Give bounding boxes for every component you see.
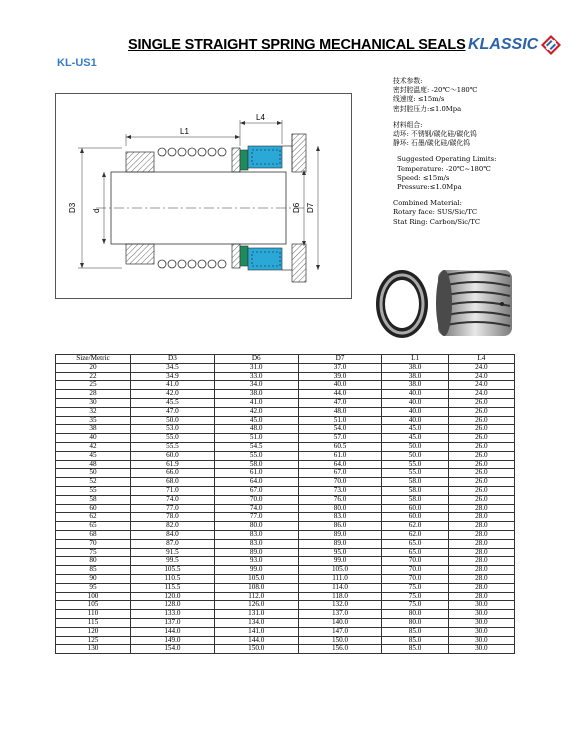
table-cell: 31.0 <box>214 363 298 372</box>
table-cell: 86.0 <box>298 522 382 531</box>
table-row <box>56 504 515 513</box>
table-cell: 24.0 <box>448 363 514 372</box>
table-cell: 28.0 <box>448 566 514 575</box>
table-cell: 58.0 <box>382 495 448 504</box>
table-cell: 61.0 <box>298 451 382 460</box>
table-row <box>56 627 515 636</box>
column-header: D7 <box>298 355 382 364</box>
table-row <box>56 557 515 566</box>
table-cell: 38 <box>56 425 131 434</box>
table-cell: 61.9 <box>131 460 215 469</box>
table-cell: 70 <box>56 539 131 548</box>
spec-en-materials-heading: Combined Material: <box>393 199 462 208</box>
table-cell: 78.0 <box>131 513 215 522</box>
table-cell: 60.0 <box>131 451 215 460</box>
table-cell: 58.0 <box>382 478 448 487</box>
table-cell: 70.0 <box>214 495 298 504</box>
table-cell: 62.0 <box>382 522 448 531</box>
table-cell: 26.0 <box>448 398 514 407</box>
table-cell: 30 <box>56 398 131 407</box>
table-cell: 26.0 <box>448 416 514 425</box>
table-cell: 48.0 <box>298 407 382 416</box>
table-cell: 44.0 <box>298 390 382 399</box>
table-cell: 40.0 <box>298 381 382 390</box>
table-cell: 28.0 <box>448 539 514 548</box>
table-cell: 45 <box>56 451 131 460</box>
table-cell: 28 <box>56 390 131 399</box>
table-row <box>56 451 515 460</box>
table-cell: 144.0 <box>131 627 215 636</box>
table-cell: 62.0 <box>382 530 448 539</box>
spec-block <box>393 77 496 227</box>
table-cell: 20 <box>56 363 131 372</box>
table-row <box>56 390 515 399</box>
table-row <box>56 398 515 407</box>
size-table <box>55 354 515 654</box>
table-cell: 66.0 <box>131 469 215 478</box>
table-cell: 53.0 <box>131 425 215 434</box>
table-cell: 149.0 <box>131 636 215 645</box>
table-cell: 137.0 <box>131 618 215 627</box>
column-header: Size/Metric <box>56 355 131 364</box>
product-photo <box>372 262 532 344</box>
table-cell: 28.0 <box>448 574 514 583</box>
table-cell: 128.0 <box>131 601 215 610</box>
table-cell: 45.0 <box>382 434 448 443</box>
table-cell: 38.0 <box>214 390 298 399</box>
table-row <box>56 363 515 372</box>
table-cell: 26.0 <box>448 460 514 469</box>
table-cell: 65 <box>56 522 131 531</box>
table-cell: 67.0 <box>298 469 382 478</box>
table-row <box>56 592 515 601</box>
brand-diamond-icon <box>541 35 561 55</box>
table-cell: 55.0 <box>214 451 298 460</box>
spec-cn-line: 密封腔温度: -20℃～180℃ <box>393 86 478 95</box>
table-row <box>56 478 515 487</box>
table-row <box>56 425 515 434</box>
table-cell: 34.5 <box>131 363 215 372</box>
table-cell: 30.0 <box>448 627 514 636</box>
column-header: D3 <box>131 355 215 364</box>
spec-cn-line: 线速度: ≤15m/s <box>393 95 445 104</box>
table-row <box>56 495 515 504</box>
table-cell: 75.0 <box>382 583 448 592</box>
spec-cn-line: 密封腔压力:≤1.0Mpa <box>393 104 462 113</box>
table-cell: 48 <box>56 460 131 469</box>
table-cell: 73.0 <box>298 486 382 495</box>
table-cell: 110.5 <box>131 574 215 583</box>
table-cell: 134.0 <box>214 618 298 627</box>
table-row <box>56 522 515 531</box>
table-cell: 30.0 <box>448 645 514 654</box>
table-cell: 62 <box>56 513 131 522</box>
spec-en-material: Rotary face: SUS/Sic/TC <box>393 208 478 217</box>
table-cell: 30.0 <box>448 618 514 627</box>
table-cell: 58.0 <box>382 486 448 495</box>
table-cell: 80 <box>56 557 131 566</box>
table-cell: 80.0 <box>298 504 382 513</box>
table-cell: 80.0 <box>382 618 448 627</box>
brand-logo <box>468 35 561 55</box>
spec-cn-material: 静环: 石墨/碳化硅/碳化钨 <box>393 139 470 148</box>
table-cell: 68.0 <box>131 478 215 487</box>
table-cell: 111.0 <box>298 574 382 583</box>
table-cell: 54.0 <box>298 425 382 434</box>
table-cell: 40.0 <box>382 390 448 399</box>
table-cell: 40.0 <box>382 407 448 416</box>
table-cell: 99.5 <box>131 557 215 566</box>
spec-en-material: Stat Ring: Carbon/Sic/TC <box>393 217 481 226</box>
table-cell: 60 <box>56 504 131 513</box>
table-cell: 42.0 <box>131 390 215 399</box>
table-cell: 26.0 <box>448 486 514 495</box>
table-cell: 87.0 <box>131 539 215 548</box>
dim-l1-label: L1 <box>180 127 189 136</box>
table-cell: 70.0 <box>382 557 448 566</box>
table-cell: 34.9 <box>131 372 215 381</box>
table-cell: 95 <box>56 583 131 592</box>
table-cell: 120 <box>56 627 131 636</box>
table-cell: 30.0 <box>448 610 514 619</box>
table-cell: 85.0 <box>382 636 448 645</box>
table-cell: 91.5 <box>131 548 215 557</box>
table-cell: 35 <box>56 416 131 425</box>
table-cell: 150.0 <box>298 636 382 645</box>
table-cell: 41.0 <box>131 381 215 390</box>
table-cell: 24.0 <box>448 381 514 390</box>
table-cell: 75.0 <box>382 592 448 601</box>
dim-l4-label: L4 <box>256 113 265 122</box>
table-cell: 50.0 <box>131 416 215 425</box>
table-cell: 64.0 <box>214 478 298 487</box>
table-cell: 112.0 <box>214 592 298 601</box>
table-row <box>56 583 515 592</box>
column-header: D6 <box>214 355 298 364</box>
table-cell: 89.0 <box>298 539 382 548</box>
table-cell: 58 <box>56 495 131 504</box>
table-cell: 57.0 <box>298 434 382 443</box>
table-header-row <box>56 355 515 364</box>
table-cell: 115 <box>56 618 131 627</box>
table-cell: 120.0 <box>131 592 215 601</box>
table-cell: 105.0 <box>298 566 382 575</box>
table-cell: 41.0 <box>214 398 298 407</box>
table-cell: 60.0 <box>382 504 448 513</box>
table-cell: 60.0 <box>382 513 448 522</box>
table-cell: 105.0 <box>214 574 298 583</box>
table-cell: 114.0 <box>298 583 382 592</box>
table-cell: 45.0 <box>214 416 298 425</box>
table-cell: 105 <box>56 601 131 610</box>
table-cell: 126.0 <box>214 601 298 610</box>
table-cell: 75 <box>56 548 131 557</box>
table-cell: 28.0 <box>448 504 514 513</box>
table-cell: 38.0 <box>382 381 448 390</box>
spec-cn-material: 动环: 不锈钢/碳化硅/碳化钨 <box>393 130 477 139</box>
table-cell: 75.0 <box>382 601 448 610</box>
table-cell: 83.0 <box>298 513 382 522</box>
table-cell: 125 <box>56 636 131 645</box>
table-cell: 26.0 <box>448 442 514 451</box>
table-cell: 45.5 <box>131 398 215 407</box>
dim-d7-label: D7 <box>306 202 315 213</box>
table-cell: 40.0 <box>382 416 448 425</box>
table-cell: 61.0 <box>214 469 298 478</box>
spec-en-line: Pressure:≤1.0Mpa <box>397 183 462 192</box>
table-cell: 80.0 <box>214 522 298 531</box>
table-cell: 71.0 <box>131 486 215 495</box>
table-cell: 83.0 <box>214 539 298 548</box>
table-cell: 131.0 <box>214 610 298 619</box>
table-cell: 33.0 <box>214 372 298 381</box>
table-cell: 70.0 <box>382 566 448 575</box>
table-cell: 42 <box>56 442 131 451</box>
table-row <box>56 434 515 443</box>
table-cell: 141.0 <box>214 627 298 636</box>
table-row <box>56 530 515 539</box>
table-cell: 26.0 <box>448 425 514 434</box>
spec-cn-heading: 技术参数: <box>393 77 423 85</box>
table-row <box>56 574 515 583</box>
table-row <box>56 539 515 548</box>
table-row <box>56 372 515 381</box>
table-cell: 108.0 <box>214 583 298 592</box>
table-cell: 77.0 <box>214 513 298 522</box>
table-cell: 40 <box>56 434 131 443</box>
table-cell: 30.0 <box>448 636 514 645</box>
table-cell: 93.0 <box>214 557 298 566</box>
table-cell: 110 <box>56 610 131 619</box>
table-cell: 26.0 <box>448 495 514 504</box>
table-cell: 37.0 <box>298 363 382 372</box>
table-cell: 28.0 <box>448 557 514 566</box>
table-cell: 47.0 <box>298 398 382 407</box>
table-cell: 34.0 <box>214 381 298 390</box>
table-cell: 85.0 <box>382 645 448 654</box>
table-cell: 52 <box>56 478 131 487</box>
table-cell: 22 <box>56 372 131 381</box>
table-row <box>56 407 515 416</box>
table-cell: 55.0 <box>382 460 448 469</box>
table-row <box>56 381 515 390</box>
table-cell: 55.5 <box>131 442 215 451</box>
table-cell: 140.0 <box>298 618 382 627</box>
table-cell: 154.0 <box>131 645 215 654</box>
table-cell: 28.0 <box>448 530 514 539</box>
table-cell: 99.0 <box>214 566 298 575</box>
table-cell: 38.0 <box>382 363 448 372</box>
table-cell: 85 <box>56 566 131 575</box>
table-cell: 90 <box>56 574 131 583</box>
table-cell: 50 <box>56 469 131 478</box>
table-row <box>56 442 515 451</box>
table-row <box>56 513 515 522</box>
table-cell: 38.0 <box>382 372 448 381</box>
table-cell: 82.0 <box>131 522 215 531</box>
table-row <box>56 566 515 575</box>
technical-drawing <box>55 93 352 299</box>
table-cell: 51.0 <box>298 416 382 425</box>
table-cell: 28.0 <box>448 513 514 522</box>
page-title: SINGLE STRAIGHT SPRING MECHANICAL SEALS <box>128 37 466 53</box>
table-cell: 99.0 <box>298 557 382 566</box>
table-row <box>56 618 515 627</box>
table-cell: 77.0 <box>131 504 215 513</box>
table-row <box>56 601 515 610</box>
table-cell: 28.0 <box>448 583 514 592</box>
table-cell: 65.0 <box>382 548 448 557</box>
table-cell: 85.0 <box>382 627 448 636</box>
table-cell: 28.0 <box>448 548 514 557</box>
table-cell: 132.0 <box>298 601 382 610</box>
dim-d3-label: D3 <box>68 202 77 213</box>
table-cell: 118.0 <box>298 592 382 601</box>
table-cell: 24.0 <box>448 390 514 399</box>
table-cell: 137.0 <box>298 610 382 619</box>
table-cell: 156.0 <box>298 645 382 654</box>
table-cell: 95.0 <box>298 548 382 557</box>
table-cell: 48.0 <box>214 425 298 434</box>
table-cell: 26.0 <box>448 407 514 416</box>
table-cell: 58.0 <box>214 460 298 469</box>
table-cell: 26.0 <box>448 434 514 443</box>
table-cell: 100 <box>56 592 131 601</box>
table-cell: 55.0 <box>382 469 448 478</box>
table-cell: 68 <box>56 530 131 539</box>
spec-en-heading: Suggested Operating Limits: <box>397 155 497 164</box>
table-cell: 67.0 <box>214 486 298 495</box>
table-cell: 51.0 <box>214 434 298 443</box>
table-row <box>56 486 515 495</box>
table-cell: 84.0 <box>131 530 215 539</box>
table-cell: 147.0 <box>298 627 382 636</box>
table-cell: 32 <box>56 407 131 416</box>
table-cell: 30.0 <box>448 601 514 610</box>
table-cell: 26.0 <box>448 469 514 478</box>
table-cell: 133.0 <box>131 610 215 619</box>
table-cell: 40.0 <box>382 398 448 407</box>
table-cell: 54.5 <box>214 442 298 451</box>
table-cell: 28.0 <box>448 592 514 601</box>
model-code: KL-US1 <box>57 57 97 69</box>
table-cell: 130 <box>56 645 131 654</box>
table-cell: 74.0 <box>214 504 298 513</box>
column-header: L1 <box>382 355 448 364</box>
table-cell: 150.0 <box>214 645 298 654</box>
table-row <box>56 460 515 469</box>
table-cell: 26.0 <box>448 478 514 487</box>
table-cell: 26.0 <box>448 451 514 460</box>
table-cell: 105.5 <box>131 566 215 575</box>
table-row <box>56 416 515 425</box>
table-row <box>56 610 515 619</box>
table-cell: 70.0 <box>382 574 448 583</box>
table-cell: 60.5 <box>298 442 382 451</box>
table-cell: 65.0 <box>382 539 448 548</box>
table-cell: 39.0 <box>298 372 382 381</box>
table-cell: 28.0 <box>448 522 514 531</box>
dim-d-label: d <box>92 208 101 213</box>
table-cell: 76.0 <box>298 495 382 504</box>
table-cell: 42.0 <box>214 407 298 416</box>
table-cell: 89.0 <box>214 548 298 557</box>
table-row <box>56 548 515 557</box>
table-cell: 83.0 <box>214 530 298 539</box>
spec-en-line: Speed: ≤15m/s <box>397 173 450 182</box>
table-cell: 24.0 <box>448 372 514 381</box>
table-cell: 115.5 <box>131 583 215 592</box>
table-cell: 25 <box>56 381 131 390</box>
table-cell: 55 <box>56 486 131 495</box>
table-cell: 47.0 <box>131 407 215 416</box>
table-cell: 144.0 <box>214 636 298 645</box>
table-cell: 45.0 <box>382 425 448 434</box>
table-cell: 80.0 <box>382 610 448 619</box>
dim-d6-label: D6 <box>292 202 301 213</box>
table-row <box>56 636 515 645</box>
table-cell: 89.0 <box>298 530 382 539</box>
table-cell: 64.0 <box>298 460 382 469</box>
table-cell: 50.0 <box>382 442 448 451</box>
column-header: L4 <box>448 355 514 364</box>
table-row <box>56 469 515 478</box>
table-cell: 70.0 <box>298 478 382 487</box>
brand-name: KLASSIC <box>468 36 539 53</box>
table-cell: 50.0 <box>382 451 448 460</box>
spec-en-line: Temperature: -20℃~180℃ <box>397 164 491 173</box>
table-cell: 55.0 <box>131 434 215 443</box>
spec-cn-materials-heading: 材料组合: <box>393 120 423 129</box>
table-row <box>56 645 515 654</box>
seal-cross-section <box>56 94 353 300</box>
table-cell: 74.0 <box>131 495 215 504</box>
